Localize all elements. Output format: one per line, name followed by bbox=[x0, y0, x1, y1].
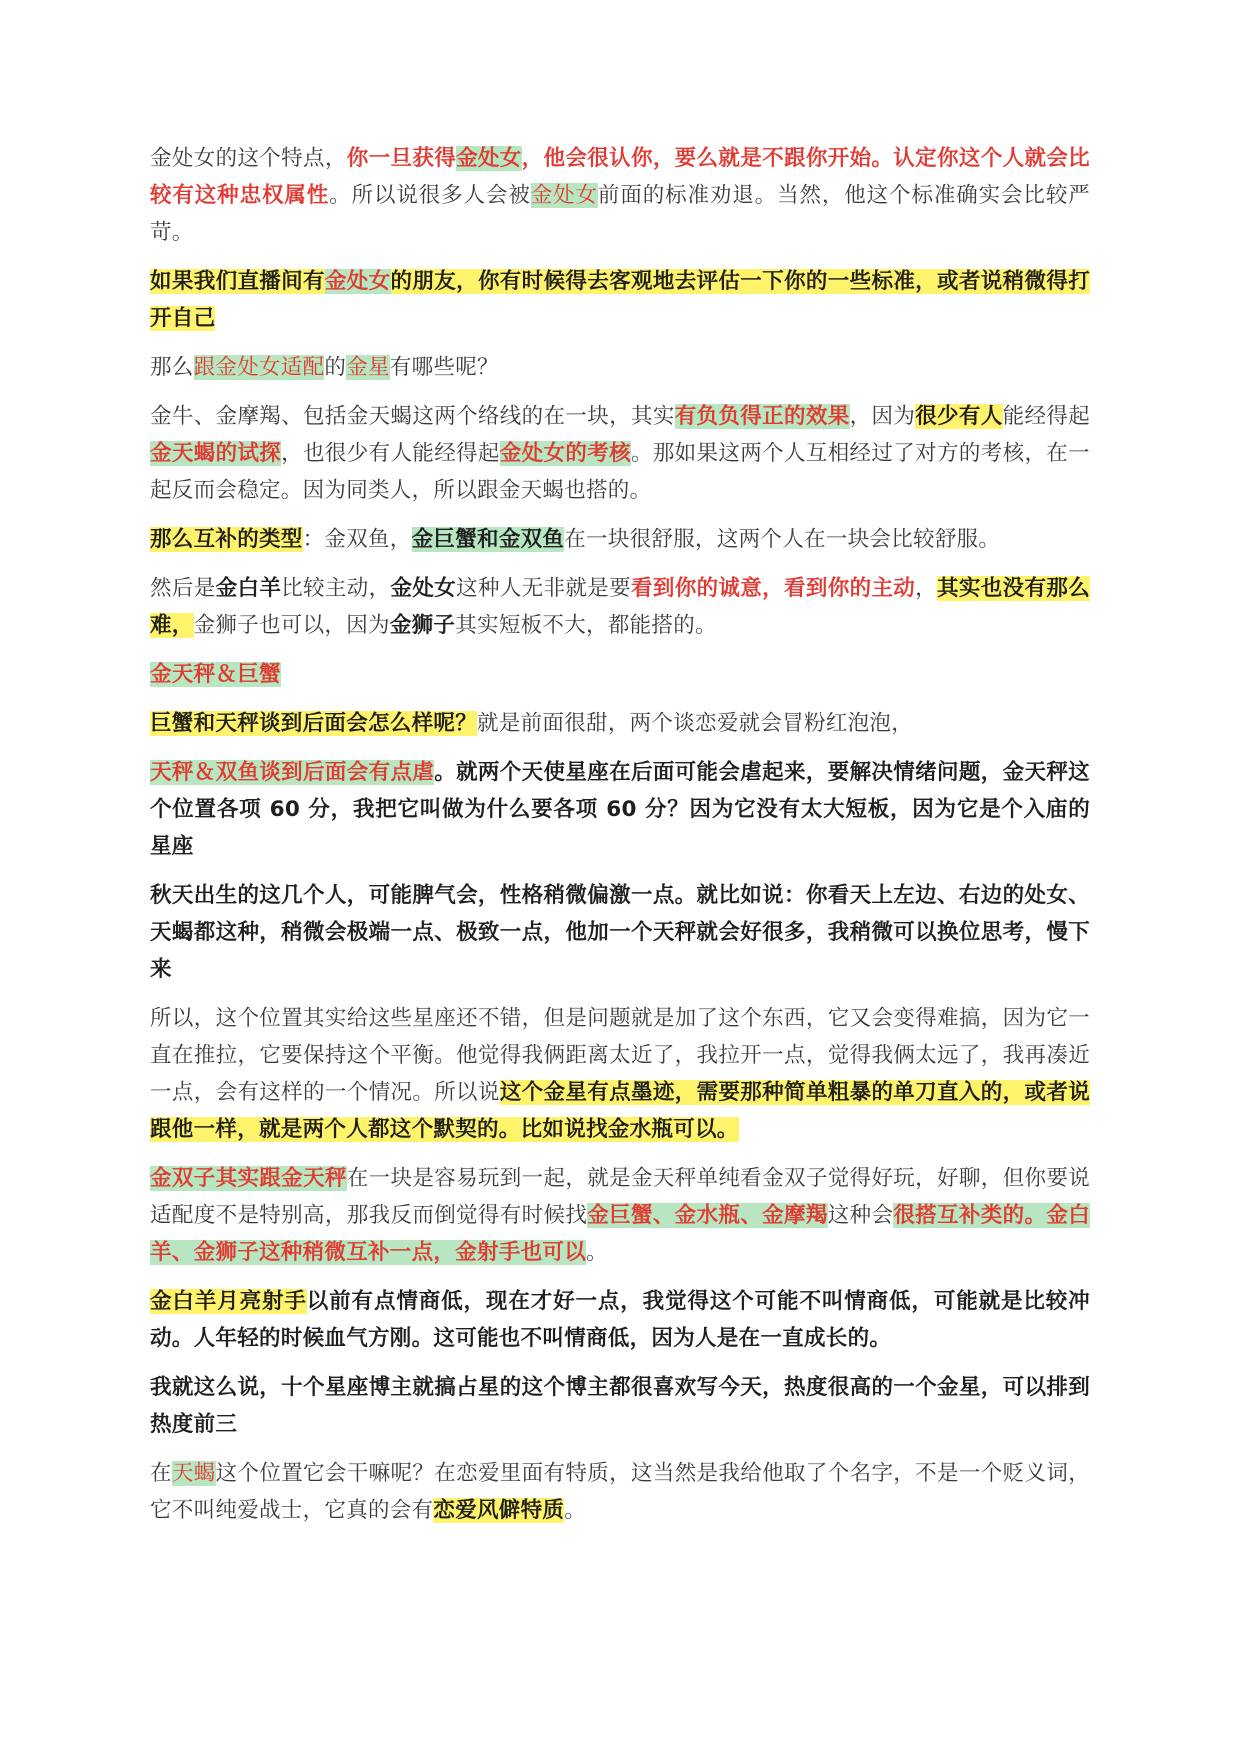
text-segment: ，因为 bbox=[849, 404, 916, 429]
text-segment: 看到你的诚意，看到你的主动 bbox=[630, 576, 916, 601]
text-segment: 在一块是容易玩到一起，就是金天秤单纯看金双子觉得好玩，好聊，但你要说适配度不是特别高，那我反而倒觉得有时候找 bbox=[150, 1166, 1090, 1228]
text-segment: 金狮子 bbox=[389, 613, 456, 638]
paragraph bbox=[150, 877, 1090, 988]
paragraph bbox=[150, 398, 1090, 509]
text-segment: 金处女 bbox=[324, 269, 391, 294]
text-segment: 如果我们直播间有 bbox=[150, 269, 325, 294]
text-segment: 这个位置它会干嘛呢？在恋爱里面有特质，这当然是我给他取了个名字，不是一个贬义词，它不叫纯爱战士，它真的会有 bbox=[150, 1461, 1090, 1523]
text-segment: 。那如果这两个人互相经过了对方的考核，在一起反而会稳定。因为同类人，所以跟金天蝎也搭的。 bbox=[150, 441, 1090, 503]
text-segment: 其实短板不大，都能搭的。 bbox=[455, 613, 717, 638]
text-segment: 金巨蟹、金水瓶、金摩羯 bbox=[587, 1203, 828, 1228]
document-body bbox=[150, 140, 1090, 1541]
text-segment: 那么互补的类型 bbox=[150, 527, 303, 552]
text-segment: 金白羊 bbox=[215, 576, 282, 601]
paragraph bbox=[150, 521, 1090, 558]
text-segment: 在 bbox=[150, 1461, 172, 1486]
paragraph bbox=[150, 1369, 1090, 1443]
text-segment: 那么 bbox=[150, 355, 194, 380]
text-segment: 我就这么说，十个星座博主就搞占星的这个博主都很喜欢写今天，热度很高的一个金星，可以排到热度前三 bbox=[150, 1375, 1090, 1437]
paragraph bbox=[150, 1283, 1090, 1357]
paragraph bbox=[150, 1160, 1090, 1271]
text-segment: 金天秤＆巨蟹 bbox=[150, 662, 281, 687]
text-segment: 跟金处女适配 bbox=[193, 355, 325, 380]
text-segment: 金处女 bbox=[390, 576, 457, 601]
text-segment: ， bbox=[915, 576, 938, 601]
text-segment: 的朋友，你有时候得去客观地去评估一下你的一些标准，或者说稍微得打开自己 bbox=[150, 269, 1091, 331]
text-segment: 金处女 bbox=[456, 146, 522, 171]
text-segment: 然后是 bbox=[150, 576, 216, 601]
text-segment: 其实也没有那么难， bbox=[150, 576, 1091, 638]
text-segment: 金星 bbox=[346, 355, 390, 380]
text-segment: 。所以说很多人会被 bbox=[329, 183, 531, 208]
paragraph bbox=[150, 140, 1090, 251]
text-segment: 有哪些呢？ bbox=[389, 355, 499, 380]
text-segment: 金处女 bbox=[530, 183, 598, 208]
text-segment: 天蝎 bbox=[171, 1461, 216, 1486]
paragraph bbox=[150, 570, 1090, 644]
text-segment: 就是前面很甜，两个谈恋爱就会冒粉红泡泡， bbox=[477, 711, 914, 736]
text-segment: 金牛、金摩羯、包括金天蝎这两个络线的在一块，其实 bbox=[150, 404, 675, 429]
text-segment: 。 bbox=[586, 1240, 608, 1265]
text-segment: 这种会 bbox=[827, 1203, 894, 1228]
paragraph bbox=[150, 349, 1090, 386]
text-segment: 金巨蟹和金双鱼 bbox=[411, 527, 565, 552]
text-segment: 很少有人 bbox=[915, 404, 1003, 429]
text-segment: 以前有点情商低，现在才好一点，我觉得这个可能不叫情商低，可能就是比较冲动。人年轻的时候血气方刚。这可能也不叫情商低，因为人是在一直成长的。 bbox=[150, 1289, 1090, 1351]
text-segment: 你一旦获得 bbox=[346, 146, 457, 171]
text-segment: 这种人无非就是要 bbox=[456, 576, 631, 601]
text-segment: 金狮子也可以，因为 bbox=[193, 613, 390, 638]
text-segment: 很搭互补类的。金白羊、金狮子这种稍微互补一点，金射手也可以 bbox=[150, 1203, 1091, 1265]
paragraph bbox=[150, 263, 1090, 337]
text-segment: ：金双鱼， bbox=[302, 527, 412, 552]
paragraph bbox=[150, 1455, 1090, 1529]
text-segment: 天秤＆双鱼谈到后面会有点虐 bbox=[150, 760, 435, 785]
text-segment: 金处女的考核 bbox=[499, 441, 631, 466]
text-segment: ，他会很认你，要么就是不跟你开始。认定你这个人就会比较有这种忠权属性 bbox=[150, 146, 1090, 208]
text-segment: 的 bbox=[324, 355, 347, 380]
text-segment: 比较主动， bbox=[281, 576, 391, 601]
text-segment: 有负负得正的效果 bbox=[674, 404, 850, 429]
text-segment: 金天蝎的试探 bbox=[150, 441, 282, 466]
text-segment: 秋天出生的这几个人，可能脾气会，性格稍微偏激一点。就比如说：你看天上左边、右边的处女、天蝎都这种，稍微会极端一点、极致一点，他加一个天秤就会好很多，我稍微可以换位思考，慢下来 bbox=[150, 883, 1090, 982]
paragraph bbox=[150, 754, 1090, 865]
paragraph bbox=[150, 1000, 1090, 1148]
text-segment: 金双子其实跟金天秤 bbox=[150, 1166, 347, 1191]
text-segment: 前面的标准劝退。当然，他这个标准确实会比较严苛。 bbox=[150, 183, 1091, 245]
paragraph bbox=[150, 705, 1090, 742]
text-segment: 能经得起 bbox=[1002, 404, 1091, 429]
text-segment: 所以，这个位置其实给这些星座还不错，但是问题就是加了这个东西，它又会变得难搞，因为它一直在推拉，它要保持这个平衡。他觉得我俩距离太近了，我拉开一点，觉得我俩太远了，我再凑近一点，会有这样的一个情况。所以说 bbox=[150, 1006, 1090, 1105]
text-segment: 金白羊月亮射手 bbox=[150, 1289, 307, 1314]
text-segment: 这个金星有点墨迹，需要那种简单粗暴的单刀直入的，或者说跟他一样，就是两个人都这个默契的。比如说找金水瓶可以。 bbox=[150, 1080, 1090, 1142]
paragraph bbox=[150, 656, 1090, 693]
text-segment: 。 bbox=[564, 1498, 587, 1523]
text-segment: 恋爱风僻特质 bbox=[433, 1498, 565, 1523]
text-segment: 巨蟹和天秤谈到后面会怎么样呢？ bbox=[150, 711, 478, 736]
text-segment: ，也很少有人能经得起 bbox=[281, 441, 500, 466]
text-segment: 金处女的这个特点， bbox=[150, 146, 347, 171]
text-segment: 。就两个天使星座在后面可能会虐起来，要解决情绪问题，金天秤这个位置各项 60 分，我把它叫做为什么要各项 60 分？因为它没有太大短板，因为它是个入庙的星座 bbox=[150, 760, 1090, 859]
text-segment: 在一块很舒服，这两个人在一块会比较舒服。 bbox=[564, 527, 1001, 552]
